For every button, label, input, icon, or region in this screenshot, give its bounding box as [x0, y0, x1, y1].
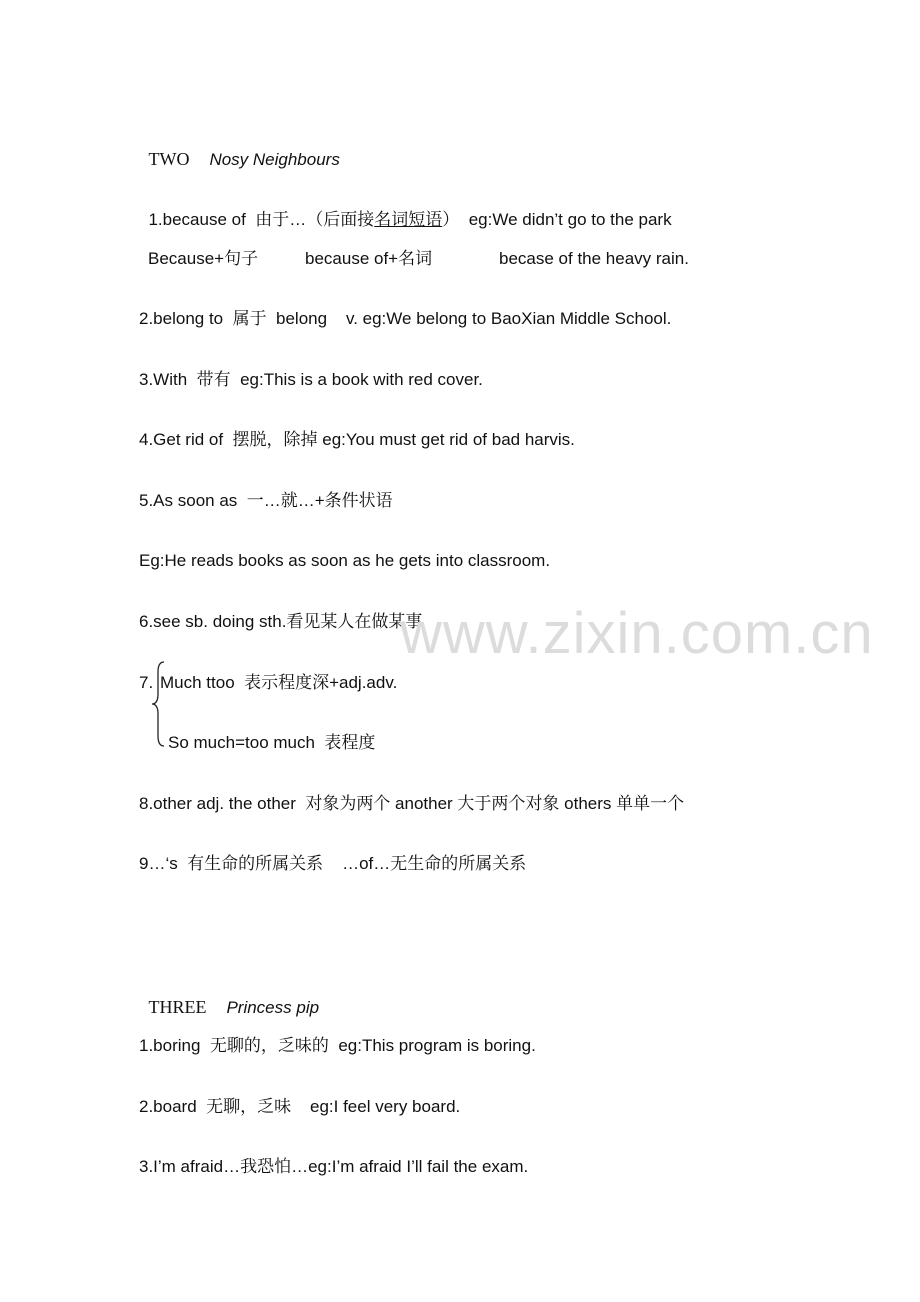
- item-7-line-b: So much=too much 表程度: [168, 733, 376, 752]
- section-two-title: Nosy Neighbours: [209, 150, 340, 169]
- item-1-row2-col1: Because+句子: [148, 249, 259, 268]
- item-2: 2.belong to 属于 belong v. eg:We belong to BaoXian Middle School.: [139, 309, 672, 328]
- item-1-text-b: ） eg:We didn’t go to the park: [442, 210, 672, 229]
- item-8: 8.other adj. the other 对象为两个 another 大于两个对象 others 单单一个: [139, 794, 685, 813]
- section-three-title: Princess pip: [226, 998, 320, 1017]
- item-1-row2-col3: becase of the heavy rain.: [499, 249, 689, 268]
- section-two-label: TWO: [148, 149, 190, 169]
- section-two-heading: [139, 126, 340, 171]
- item-1: [139, 187, 672, 231]
- section-three-label: THREE: [148, 997, 207, 1017]
- item-9: 9…‘s 有生命的所属关系 …of…无生命的所属关系: [139, 854, 527, 873]
- item-3: 3.With 带有 eg:This is a book with red cover.: [139, 370, 483, 389]
- item-5-example: Eg:He reads books as soon as he gets into classroom.: [139, 551, 551, 570]
- item-1-row2-col2: because of+名词: [305, 249, 433, 268]
- item-1-underlined-text: 名词短语: [374, 210, 443, 229]
- item-1-text-a: 1.because of 由于…（后面接: [148, 210, 375, 229]
- three-item-2: 2.board 无聊，乏味 eg:I feel very board.: [139, 1097, 461, 1116]
- section-three-heading: [139, 974, 319, 1019]
- item-4: 4.Get rid of 摆脱，除掉 eg:You must get rid of bad harvis.: [139, 430, 575, 449]
- watermark: www.zixin.com.cn: [400, 601, 874, 666]
- item-5: 5.As soon as 一…就…+条件状语: [139, 491, 393, 510]
- three-item-3: 3.I’m afraid…我恐怕…eg:I’m afraid I’ll fail the exam.: [139, 1157, 529, 1176]
- three-item-1: 1.boring 无聊的，乏味的 eg:This program is boring.: [139, 1036, 536, 1055]
- item-7-line-a: Much ttoo 表示程度深+adj.adv.: [160, 673, 398, 692]
- item-6: 6.see sb. doing sth.看见某人在做某事: [139, 612, 423, 631]
- item-7-number: 7.: [139, 673, 154, 692]
